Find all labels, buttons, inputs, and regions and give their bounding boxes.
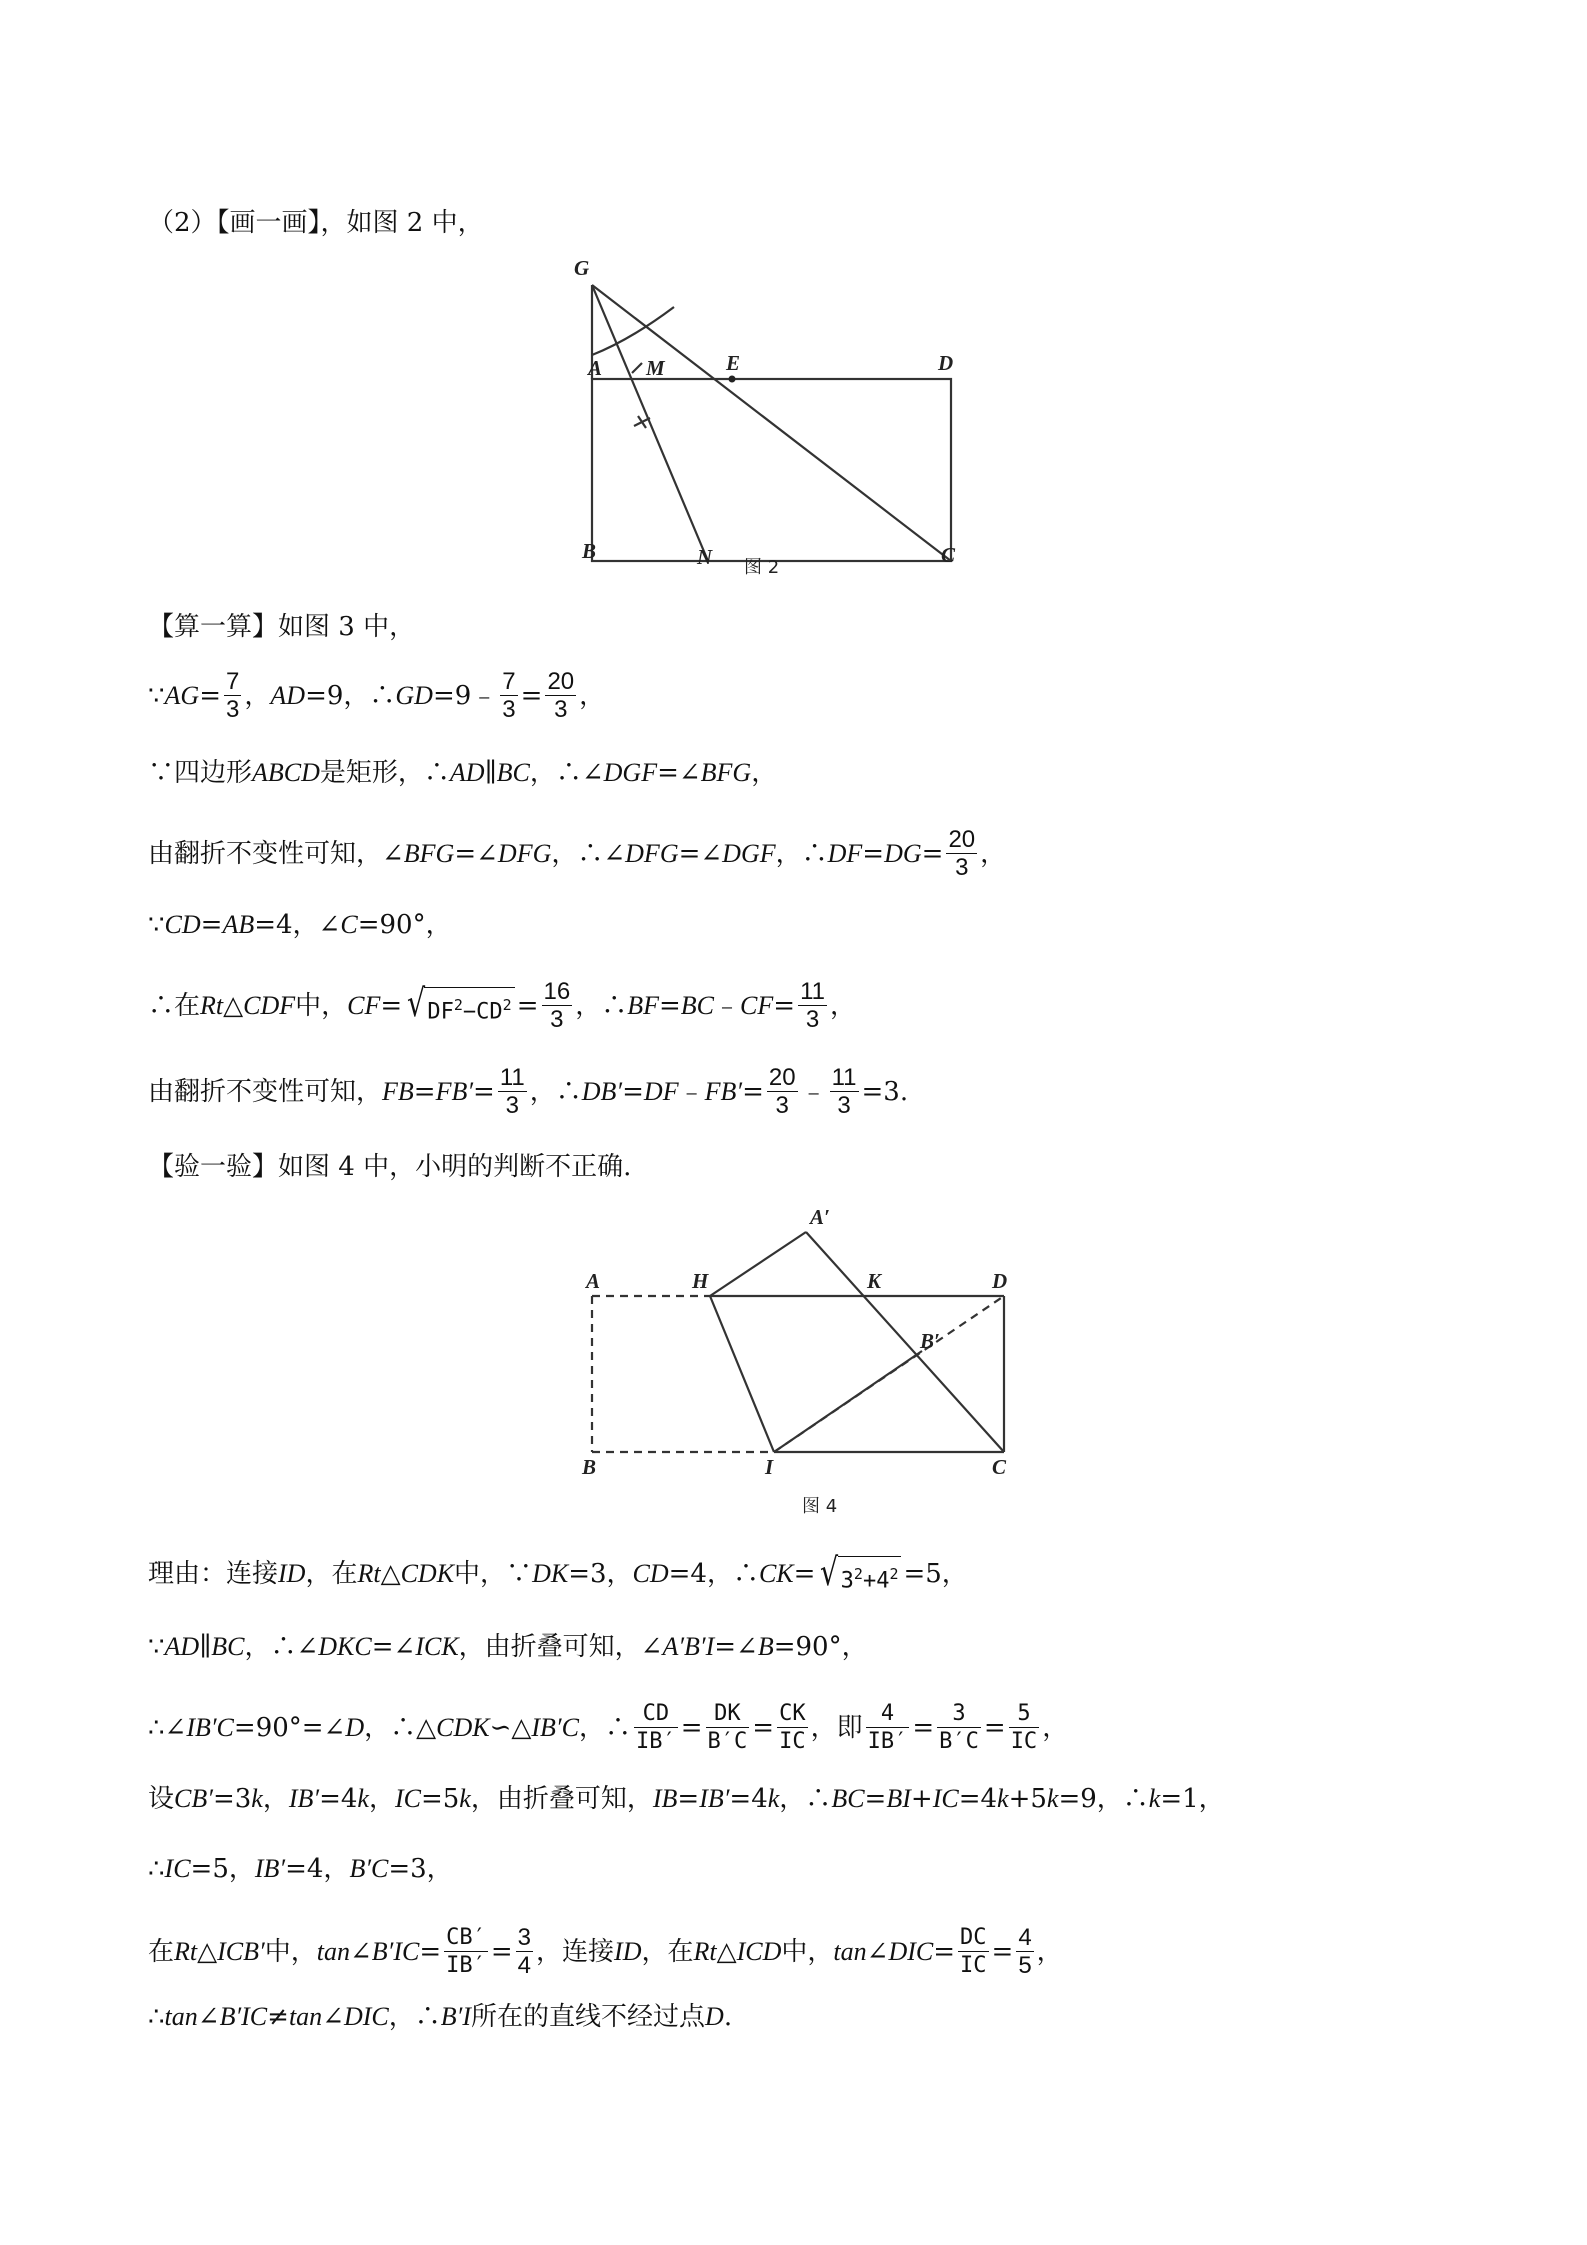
label-a: A <box>588 356 603 380</box>
label-e: E <box>726 351 741 375</box>
fraction: $\frac{20}{3}$ <box>547 668 575 723</box>
fraction: $\frac{3}{B'C}$ <box>939 1701 979 1754</box>
figure-2 <box>560 245 1030 585</box>
fraction: $\frac{16}{3}$ <box>543 978 571 1033</box>
fraction: $\frac{7}{3}$ <box>226 668 240 723</box>
segment-ib1 <box>774 1351 922 1452</box>
label-b: B <box>582 1455 597 1479</box>
calc-line-2: ∵四边形 ABCD 是矩形，∴ AD ∥ BC ，∴∠ DGF =∠ BFG ， <box>148 758 778 788</box>
fraction: $\frac{11}{3}$ <box>800 978 825 1033</box>
calc-line-4: ∵ CD = AB =4，∠ C =90°， <box>148 910 452 940</box>
calc-heading: 【算一算】如图 3 中， <box>148 612 416 642</box>
label-k: K <box>867 1269 882 1293</box>
verify-heading: 【验一验】如图 4 中，小明的判断不正确. <box>148 1152 632 1182</box>
draw-heading: （2）【画一画】，如图 2 中， <box>148 208 484 238</box>
label-a: A <box>586 1269 601 1293</box>
fraction: $\frac{CK}{IC}$ <box>779 1701 806 1754</box>
proof-line-1: 理由：连接 ID ，在 Rt △ CDK 中，∵ DK =3， CD =4，∴ CK = √ $3^2+4^2$ =5， <box>148 1552 1527 1596</box>
figure-4-svg <box>560 1196 1030 1526</box>
proof-line-5: ∴ IC =5， IB′ =4， B′C =3， <box>148 1854 453 1884</box>
label-i: I <box>765 1455 774 1479</box>
arc-tick <box>632 363 642 373</box>
fraction: $\frac{DC}{IC}$ <box>960 1925 987 1978</box>
calc-line-1: ∵ AG = $\frac{7}{3}$ ， AD =9，∴ GD =9﹣ $\frac{7}{3}$ = $\frac{20}{3}$ ， <box>148 668 606 723</box>
segment-a1c <box>806 1232 1004 1452</box>
calc-line-3: 由翻折不变性可知，∠ BFG =∠ DFG ，∴∠ DFG =∠ DGF ，∴ DF = DG = $\frac{20}{3}$ ， <box>148 826 1007 881</box>
fraction: $\frac{7}{3}$ <box>502 668 516 723</box>
label-c: C <box>992 1455 1007 1479</box>
calc-line-5: ∴在 Rt △ CDF 中， CF = √ $DF^2-CD^2$ = $\frac{16}{3}$ ，∴ BF = BC ﹣ CF = $\frac{11}{3}$ ， <box>148 978 856 1033</box>
segment-gn <box>592 285 708 561</box>
figure-4 <box>560 1196 1030 1526</box>
label-b: B <box>582 539 597 563</box>
proof-line-7: ∴ tan ∠ B′IC ≠ tan ∠ DIC ，∴ B′I 所在的直线不经过点 D . <box>148 2002 733 2032</box>
segment-hi <box>710 1296 774 1452</box>
fraction: $\frac{CD}{IB'}$ <box>635 1701 676 1754</box>
cross-mark-2 <box>638 416 646 428</box>
fraction: $\frac{3}{4}$ <box>517 1924 532 1979</box>
rectangle-abcd <box>592 379 951 561</box>
proof-line-4: 设 CB′ =3 k ， IB′ =4 k ， IC =5 k ，由折叠可知， IB = IB′ =4 k ，∴ BC = BI + IC =4 k +5 k =9，∴ k =1， <box>148 1784 1225 1814</box>
fraction: $\frac{DK}{B'C}$ <box>707 1701 748 1754</box>
fraction: $\frac{20}{3}$ <box>768 1064 796 1119</box>
fraction: $\frac{11}{3}$ <box>499 1064 525 1119</box>
proof-line-3: ∴∠ IB′C =90°=∠ D ，∴△ CDK ∽△ IB′C ，∴ $\frac{CD}{IB'}$ = $\frac{DK}{B'C}$ = $\frac{CK}{IC}$ ，即 $\frac{4}{IB'}$ = $\frac{3}{B'C}$ = $\frac{5}{IC}$ ， <box>148 1701 1069 1754</box>
label-a-prime: A′ <box>810 1205 830 1229</box>
label-g: G <box>574 256 590 280</box>
fraction: $\frac{11}{3}$ <box>831 1064 857 1119</box>
label-n: N <box>697 545 713 569</box>
label-m: M <box>646 356 665 380</box>
proof-line-6: 在 Rt △ ICB′ 中， tan ∠ B′IC = $\frac{CB'}{IB'}$ = $\frac{3}{4}$ ，连接 ID ，在 Rt △ ICD 中， tan ∠ DIC = $\frac{DC}{IC}$ = $\frac{4}{5}$ ， <box>148 1924 1063 1979</box>
figure-2-svg <box>560 245 1030 585</box>
fraction: $\frac{CB'}{IB'}$ <box>446 1925 486 1978</box>
figure-4-caption: 图 4 <box>802 1496 838 1517</box>
label-d: D <box>938 351 954 375</box>
fraction: $\frac{4}{IB'}$ <box>867 1701 908 1754</box>
calc-line-6: 由翻折不变性可知， FB = FB′ = $\frac{11}{3}$ ，∴ DB′ = DF ﹣ FB′ = $\frac{20}{3}$ ﹣ $\frac{11}{3}$ =3. <box>148 1064 909 1119</box>
segment-ha1 <box>710 1232 806 1296</box>
label-b-prime: B′ <box>920 1329 940 1353</box>
figure-2-caption: 图 2 <box>744 557 780 578</box>
fraction: $\frac{5}{IC}$ <box>1010 1701 1038 1754</box>
square-root: √ $DF^2-CD^2$ <box>404 983 515 1027</box>
label-h: H <box>692 1269 709 1293</box>
fraction: $\frac{4}{5}$ <box>1018 1924 1032 1979</box>
square-root: √ $3^2+4^2$ <box>817 1552 901 1596</box>
label-d: D <box>992 1269 1008 1293</box>
proof-line-2: ∵ AD ∥ BC ，∴∠ DKC =∠ ICK ，由折叠可知，∠ A′B′I =∠ B =90°， <box>148 1632 868 1662</box>
fraction: $\frac{20}{3}$ <box>948 826 976 881</box>
label-c: C <box>941 543 956 567</box>
point-e <box>729 376 736 383</box>
